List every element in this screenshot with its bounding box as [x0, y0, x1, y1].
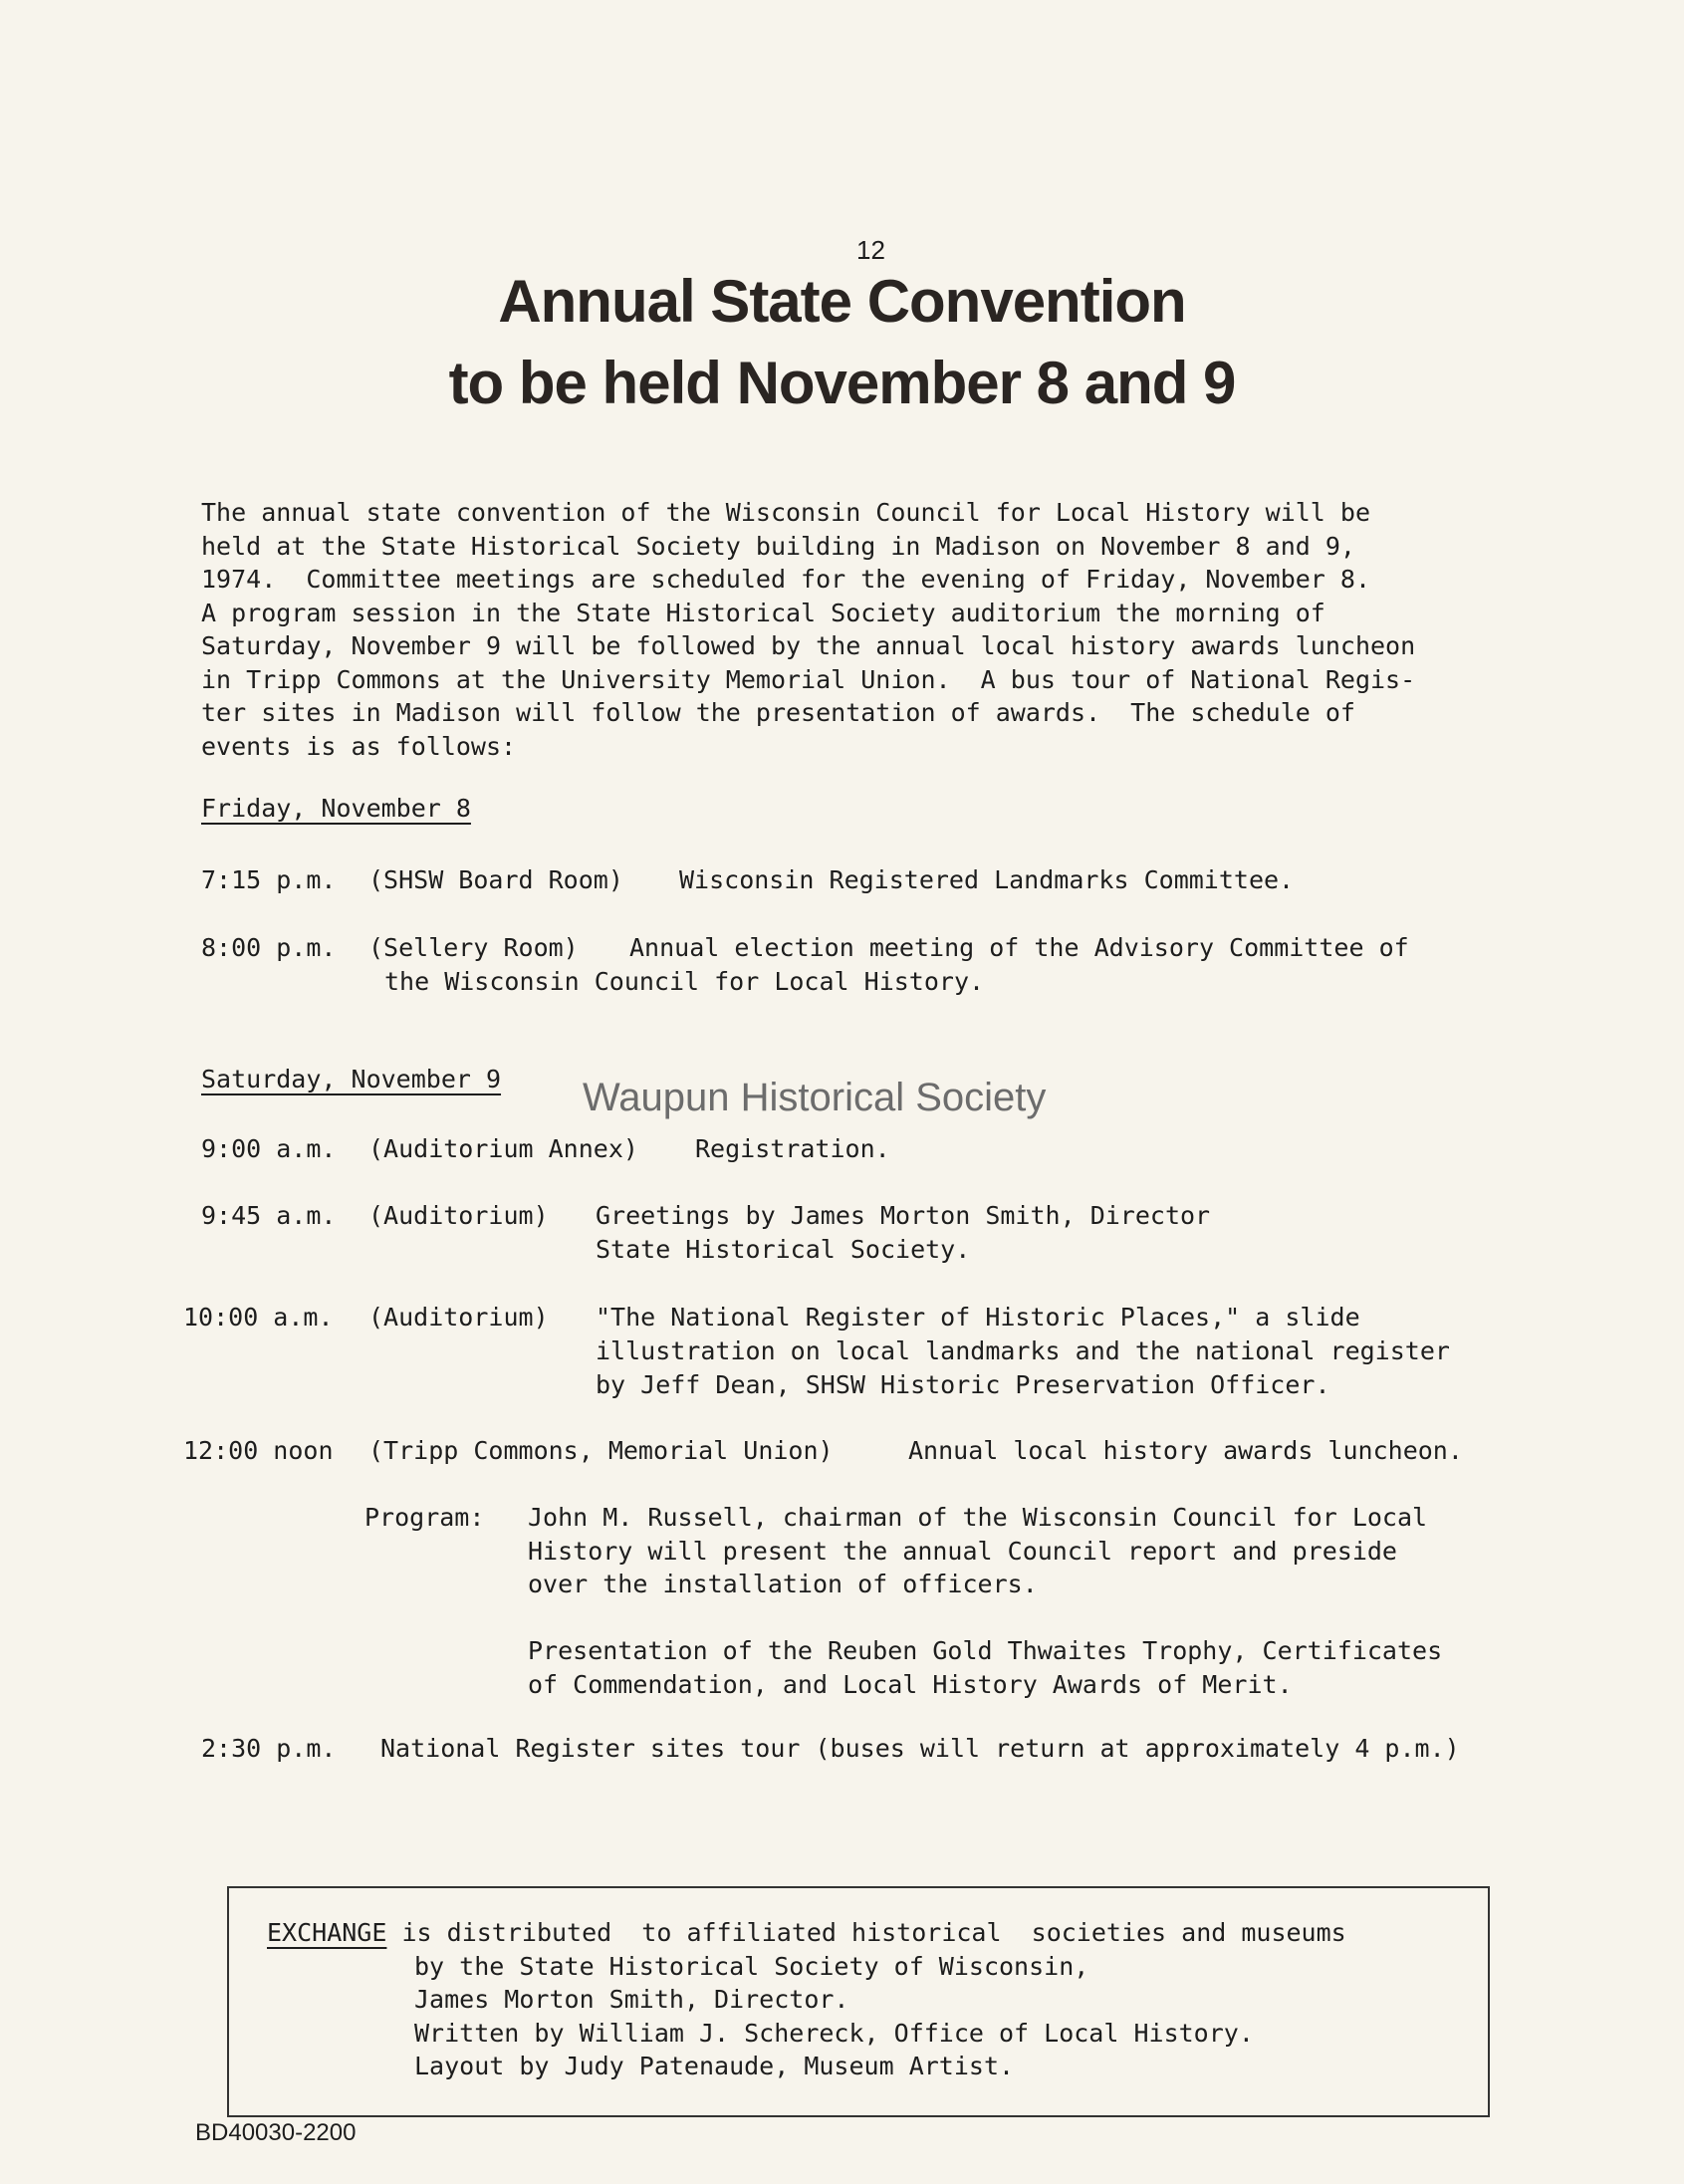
event-place: (SHSW Board Room) — [368, 865, 623, 894]
program-line: of Commendation, and Local History Awards of Merit. — [528, 1669, 1293, 1699]
event-time: 10:00 a.m. — [183, 1303, 334, 1332]
exchange-line: James Morton Smith, Director. — [414, 1985, 849, 2014]
event-description-cont: State Historical Society. — [596, 1235, 971, 1264]
event-place: (Sellery Room) — [368, 933, 579, 962]
event-description-cont: illustration on local landmarks and the national register — [596, 1336, 1450, 1365]
program-line: John M. Russell, chairman of the Wisconsin Council for Local — [528, 1503, 1428, 1532]
event-time: 7:15 p.m. — [201, 865, 337, 894]
exchange-credits — [267, 1916, 1346, 2083]
title-line-2: to be held November 8 and 9 — [448, 350, 1236, 416]
intro-line: A program session in the State Historical Society auditorium the morning of — [201, 598, 1325, 627]
intro-paragraph — [201, 496, 1565, 763]
program-paragraph-2 — [528, 1634, 1442, 1701]
saturday-heading: Saturday, November 9 — [201, 1065, 502, 1093]
event-place: (Auditorium) — [368, 1303, 549, 1332]
program-line: Presentation of the Reuben Gold Thwaites Trophy, Certificates — [528, 1636, 1443, 1665]
event-place: (Tripp Commons, Memorial Union) — [368, 1436, 834, 1465]
exchange-label: EXCHANGE — [267, 1918, 387, 1947]
event-description: Registration. — [695, 1134, 890, 1163]
exchange-line: Layout by Judy Patenaude, Museum Artist. — [414, 2052, 1015, 2080]
intro-line: Saturday, November 9 will be followed by the annual local history awards luncheon — [201, 631, 1416, 660]
program-label: Program: — [364, 1503, 485, 1532]
event-description: National Register sites tour (buses will return at approximately 4 p.m.) — [380, 1734, 1460, 1763]
intro-line: in Tripp Commons at the University Memorial Union. A bus tour of National Regis- — [201, 664, 1416, 694]
event-description-cont: the Wisconsin Council for Local History. — [384, 967, 985, 996]
event-place: (Auditorium Annex) — [368, 1134, 638, 1163]
event-time: 9:45 a.m. — [201, 1201, 337, 1230]
exchange-line: Written by William J. Schereck, Office of Local History. — [414, 2018, 1254, 2048]
event-description: Annual local history awards luncheon. — [908, 1436, 1463, 1465]
event-description: "The National Register of Historic Places," a slide — [596, 1303, 1360, 1332]
watermark: Waupun Historical Society — [583, 1076, 1047, 1119]
intro-line: ter sites in Madison will follow the presentation of awards. The schedule of — [201, 698, 1355, 727]
event-description: Greetings by James Morton Smith, Director — [596, 1201, 1211, 1230]
event-time: 9:00 a.m. — [201, 1134, 337, 1163]
page-number: 12 — [856, 235, 885, 265]
event-description: Annual election meeting of the Advisory Committee of — [629, 933, 1409, 962]
event-description: Wisconsin Registered Landmarks Committee. — [679, 865, 1295, 894]
intro-line: events is as follows: — [201, 731, 517, 761]
intro-line: 1974. Committee meetings are scheduled for the evening of Friday, November 8. — [201, 565, 1370, 594]
title-line-1: Annual State Convention — [498, 268, 1186, 335]
exchange-line: is distributed to affiliated historical societies and museums — [401, 1918, 1346, 1947]
event-time: 12:00 noon — [183, 1436, 334, 1465]
event-place: (Auditorium) — [368, 1201, 549, 1230]
intro-line: The annual state convention of the Wisconsin Council for Local History will be — [201, 498, 1370, 527]
program-line: History will present the annual Council report and preside — [528, 1536, 1397, 1566]
program-paragraph-1 — [528, 1501, 1427, 1601]
event-description-cont: by Jeff Dean, SHSW Historic Preservation Officer. — [596, 1370, 1330, 1399]
event-time: 8:00 p.m. — [201, 933, 337, 962]
friday-heading: Friday, November 8 — [201, 794, 471, 823]
document-code: BD40030-2200 — [195, 2119, 357, 2146]
intro-line: held at the State Historical Society building in Madison on November 8 and 9, — [201, 531, 1355, 561]
exchange-line: by the State Historical Society of Wisconsin, — [414, 1951, 1089, 1981]
event-time: 2:30 p.m. — [201, 1734, 337, 1763]
program-line: over the installation of officers. — [528, 1570, 1038, 1598]
